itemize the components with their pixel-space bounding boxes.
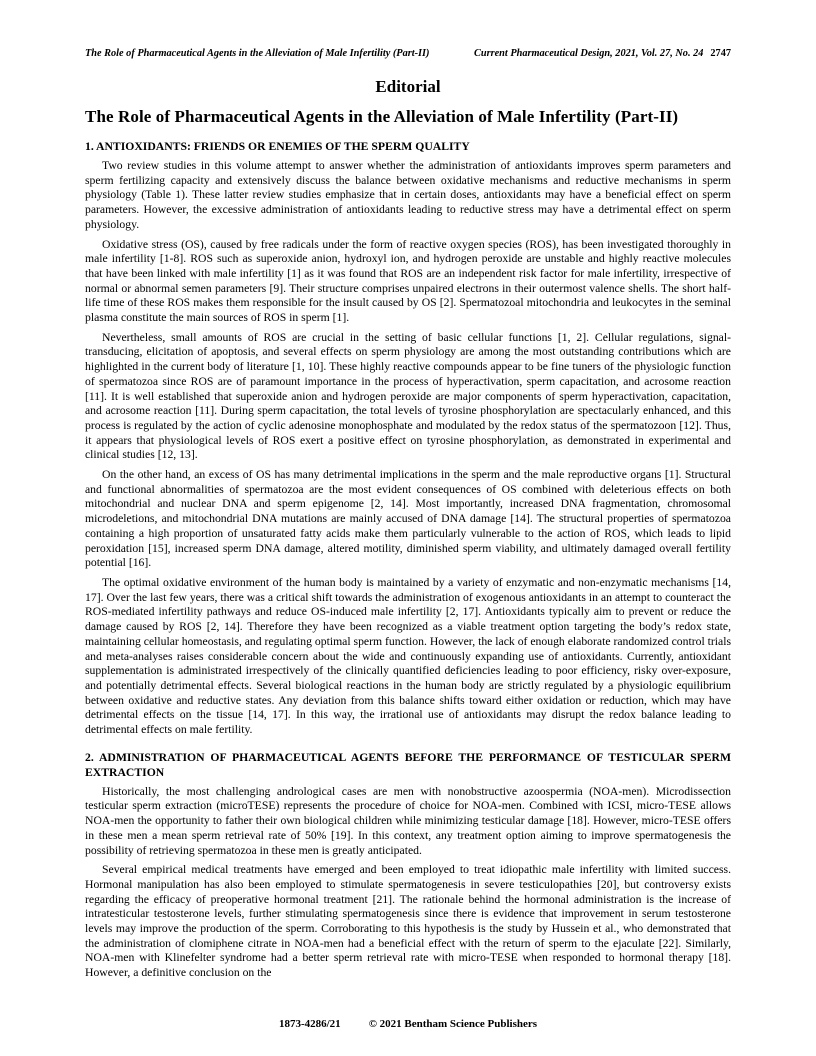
article-title: The Role of Pharmaceutical Agents in the Alleviation of Male Infertility (Part-II): [85, 107, 679, 126]
body-paragraph: On the other hand, an excess of OS has many detrimental implications in the sperm and the male reproductive organs [1]. Structural and functional abnormalities of spermatozoa are the most evident consequences of OS combined with deleterious effects on both mitochondrial and nuclear DNA and sperm epigenome [2, 14]. Most importantly, increased DNA fragmentation, chromosomal microdeletions, and mitochondrial DNA mutations are mainly accused of DNA damage [14]. The structural properties of spermatozoa containing a high proportion of unsaturated fatty acids make them particularly vulnerable to the action of ROS, which leads to lipid peroxidation [15], increased sperm DNA damage, altered motility, diminished sperm viability, and ultimately damaged overall fertility potential [16].: [85, 468, 731, 570]
running-title: The Role of Pharmaceutical Agents in the Alleviation of Male Infertility (Part-II): [85, 48, 430, 59]
journal-name-volume: Current Pharmaceutical Design, 2021, Vol. 27, No. 24: [473, 48, 704, 59]
journal-citation: [474, 48, 731, 59]
footer-issn: 1873-4286/21: [278, 1018, 341, 1030]
page-footer: [0, 1018, 816, 1030]
body-paragraph: Nevertheless, small amounts of ROS are crucial in the setting of basic cellular functions [1, 2]. Cellular regulations, signal-transducing, elicitation of apoptosis, and several effects on sperm physiology are among the most outstanding contributions which are highlighted in the current body of literature [1, 10]. These highly reactive compounds appear to be fine tuners of the physiologic function of spermatozoa since ROS are of paramount importance in the process of hyperactivation, sperm capacitation, and acrosome reaction [11]. It is well established that superoxide anion and hydrogen peroxide are major components of sperm hyperactivation, capacitation, and acrosome reaction [11]. During sperm capacitation, the total levels of tyrosine phosphorylation are spectacularly enhanced, and this process is regulated by the action of cyclic adenosine monophosphate and modulated by the redox status of the spermatozoon [12]. Thus, it appears that physiological levels of ROS exert a positive effect on tyrosine phosphorylation, as demonstrated in experimental and clinical studies [12, 13].: [85, 330, 731, 462]
section-pharmaceutical-agents: [85, 750, 731, 981]
body-paragraph: Several empirical medical treatments have emerged and been employed to treat idiopathic male infertility with limited success. Hormonal manipulation has also been employed to stimulate spermatogenesis in severe testiculopathies [20], but controversy exists regarding the efficacy of preoperative hormonal treatment [21]. The rationale behind the hormonal administration is the increase of intratesticular testosterone levels, further stimulating spermatogenesis since there is evidence that improvement in serum testosterone levels may improve the production of the sperm. Corroborating to this hypothesis is the study by Hussein et al., who demonstrated that the administration of clomiphene citrate in NOA-men had a beneficial effect with the return of sperm to the ejaculate [22]. Similarly, NOA-men with Klinefelter syndrome had a better sperm retrieval rate with micro-TESE when responded to hormonal therapy [18]. However, a definitive conclusion on the: [85, 863, 731, 980]
body-paragraph: Two review studies in this volume attempt to answer whether the administration of antioxidants improves sperm parameters and sperm fertilizing capacity and extensively discuss the balance between oxidative mechanisms and reductive mechanisms in sperm physiology (Table 1). These latter review studies emphasize that in certain doses, antioxidants may have a beneficial effect on sperm parameters. However, the excessive administration of antioxidants leading to reductive stress may have a detrimental effect on sperm physiology.: [85, 159, 731, 231]
section-heading: 1. ANTIOXIDANTS: FRIENDS OR ENEMIES OF THE SPERM QUALITY: [85, 140, 470, 153]
section-heading: 2. ADMINISTRATION OF PHARMACEUTICAL AGENTS BEFORE THE PERFORMANCE OF TESTICULAR SPERM EXTRACTION: [85, 750, 731, 779]
section-antioxidants: [85, 139, 731, 738]
body-paragraph: Historically, the most challenging andrological cases are men with nonobstructive azoospermia (NOA-men). Microdissection testicular sperm extraction (microTESE) represents the procedure of choice for NOA-men. Combined with ICSI, micro-TESE allows NOA-men the opportunity to father their own biological children while minimizing testicular damage [18]. However, micro-TESE offers in these men a mean sperm retrieval rate of 50% [19]. In this context, any treatment option aiming to improve spermatogenesis the possibility of retrieving spermatozoa in these men is greatly anticipated.: [85, 784, 731, 857]
running-header: [85, 48, 731, 59]
page-number: 2747: [710, 48, 731, 59]
footer-copyright: © 2021 Bentham Science Publishers: [368, 1018, 538, 1030]
body-paragraph: The optimal oxidative environment of the human body is maintained by a variety of enzymatic and non-enzymatic mechanisms [14, 17]. Over the last few years, there was a critical shift towards the administration of exogenous antioxidants in an attempt to counteract the ROS-mediated infertility pathways and reduce OS-induced male infertility [2, 17]. Antioxidants typically aim to prevent or reduce the damage caused by ROS [2, 14]. Therefore they have been recognized as a viable treatment option targeting the body’s redox state, maintaining cellular homeostasis, and regulating optimal sperm function. However, the lack of enough elaborate randomized control trials and meta-analyses raises considerable concern about the wide and continuously expanding use of antioxidants. Currently, antioxidant supplementation is administrated irrespectively of the clinically quantified deficiencies leading to poor efficiency, risky over-exposure, and potentially detrimental effects. Several biological reactions in the human body are strictly regulated by a physiologic equilibrium between oxidative and reductive states. Any deviation from this balance shifts toward either oxidation or reduction, which may have detrimental effects on the tissue [14, 17]. In this way, the irrational use of antioxidants may disrupt the redox balance leading to detrimental effects on male fertility.: [85, 575, 731, 737]
body-paragraph: Oxidative stress (OS), caused by free radicals under the form of reactive oxygen species (ROS), has been investigated thoroughly in male infertility [1-8]. ROS such as superoxide anion, hydroxyl ion, and hydrogen peroxide are unstable and highly reactive molecules that have been linked with male infertility [1] as it was found that ROS are an independent risk factor for male infertility, irrespective of normal or abnormal semen parameters [9]. Their structure comprises unpaired electrons in their outermost valence shells. The short half-life time of these ROS makes them responsible for the insult caused by OS [2]. Spermatozoal mitochondria and leukocytes in the seminal plasma constitute the main sources of ROS in sperm [1].: [85, 237, 731, 325]
article-type-label: Editorial: [375, 77, 441, 96]
